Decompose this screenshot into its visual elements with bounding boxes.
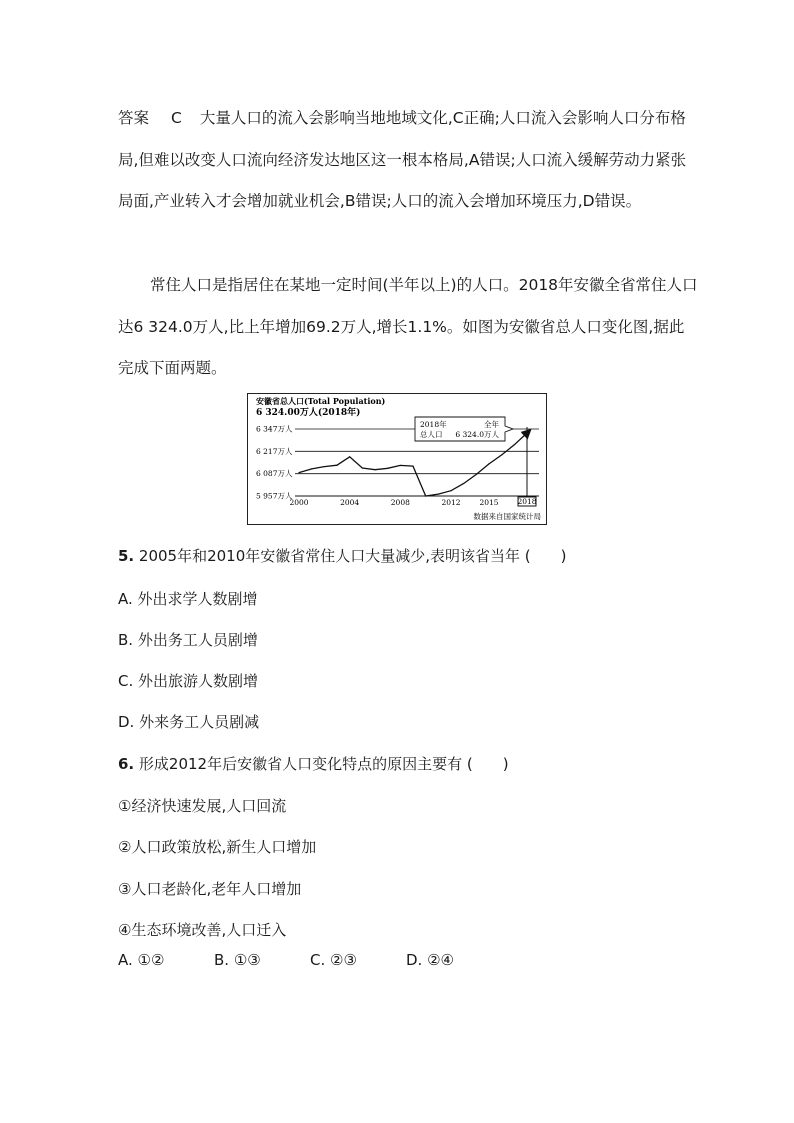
- x-tick-label-2015: 2015: [479, 498, 499, 507]
- point-2009: [412, 466, 413, 467]
- chart-callout: [415, 417, 513, 441]
- question-6-statement-2: ②人口政策放松,新生人口增加: [118, 838, 317, 856]
- x-tick-label-2008: 2008: [390, 498, 410, 507]
- question-5-number: 5.: [118, 547, 135, 565]
- question-5-option-a: A. 外出求学人数剧增: [118, 590, 258, 608]
- x-tick-label-2012: 2012: [441, 498, 461, 507]
- question-6-stem: [118, 753, 509, 774]
- point-2012: [450, 490, 451, 491]
- y-tick-label-5957: 5 957万人: [256, 491, 293, 501]
- question-6-number: 6.: [118, 755, 135, 773]
- question-6-text: 形成2012年后安徽省人口变化特点的原因主要有 ( ): [138, 755, 509, 773]
- callout-value: 6 324.0万人: [455, 430, 499, 439]
- population-chart-svg: [247, 393, 547, 525]
- point-2005: [362, 467, 363, 468]
- callout-metric: 总人口: [420, 430, 443, 439]
- x-tick-label-2000: 2000: [289, 498, 309, 507]
- question-6-choice-c: C. ②③: [310, 951, 357, 969]
- question-5-option-c: C. 外出旅游人数剧增: [118, 672, 259, 690]
- question-6-choice-b: B. ①③: [214, 951, 261, 969]
- question-6-choice-d: D. ②④: [406, 951, 454, 969]
- answer-label: 答案: [118, 109, 150, 127]
- point-2000: [298, 472, 299, 473]
- question-6-statement-4: ④生态环境改善,人口迁入: [118, 921, 287, 939]
- question-6-choice-a: A. ①②: [118, 951, 165, 969]
- chart-title: 安徽省总人口(Total Population): [256, 396, 386, 406]
- point-2014: [476, 474, 477, 475]
- question-5-option-b: B. 外出务工人员剧增: [118, 631, 258, 649]
- point-2010: [425, 495, 426, 496]
- point-2015: [488, 463, 489, 464]
- answer-explanation: 大量人口的流入会影响当地地域文化,C正确;人口流入会影响人口分布格局,但难以改变人口流向经济发达地区这一根本格局,A错误;人口流入缓解劳动力紧张局面,产业转入才会增加就业机会,B错误;人口的流入会增加环境压力,D错误。: [118, 109, 687, 210]
- y-tick-label-6217: 6 217万人: [256, 446, 293, 456]
- question-6-statement-1: ①经济快速发展,人口回流: [118, 797, 287, 815]
- answer-paragraph: [118, 98, 698, 223]
- x-tick-label-2004: 2004: [340, 498, 360, 507]
- question-5-option-d: D. 外来务工人员剧减: [118, 713, 260, 731]
- answer-letter: C: [171, 109, 182, 127]
- point-2013: [463, 483, 464, 484]
- callout-period: 全年: [484, 420, 499, 429]
- callout-year: 2018年: [420, 420, 447, 429]
- point-2002: [324, 466, 325, 467]
- point-2008: [400, 465, 401, 466]
- point-2011: [438, 494, 439, 495]
- question-5-text: 2005年和2010年安徽省常住人口大量减少,表明该省当年 ( ): [138, 547, 567, 565]
- point-2016: [501, 454, 502, 455]
- chart-subtitle: 6 324.00万人(2018年): [256, 408, 361, 418]
- population-chart: [247, 393, 547, 525]
- question-5-stem: [118, 545, 567, 566]
- point-2006: [374, 469, 375, 470]
- point-2004: [349, 456, 350, 457]
- point-2007: [387, 468, 388, 469]
- question-6-statement-3: ③人口老龄化,老年人口增加: [118, 880, 302, 898]
- question-6-choices: [118, 951, 454, 969]
- chart-source: 数据来自国家统计局: [473, 512, 541, 521]
- x-tick-label-2018: 2018: [517, 497, 537, 506]
- y-tick-label-6087: 6 087万人: [256, 469, 293, 479]
- y-tick-label-6347: 6 347万人: [256, 424, 293, 434]
- point-2003: [336, 465, 337, 466]
- point-2001: [311, 468, 312, 469]
- question-intro: 常住人口是指居住在某地一定时间(半年以上)的人口。2018年安徽全省常住人口达6 324.0万人,比上年增加69.2万人,增长1.1%。如图为安徽省总人口变化图,据此完成下面两题。: [118, 276, 698, 377]
- point-2017: [514, 444, 515, 445]
